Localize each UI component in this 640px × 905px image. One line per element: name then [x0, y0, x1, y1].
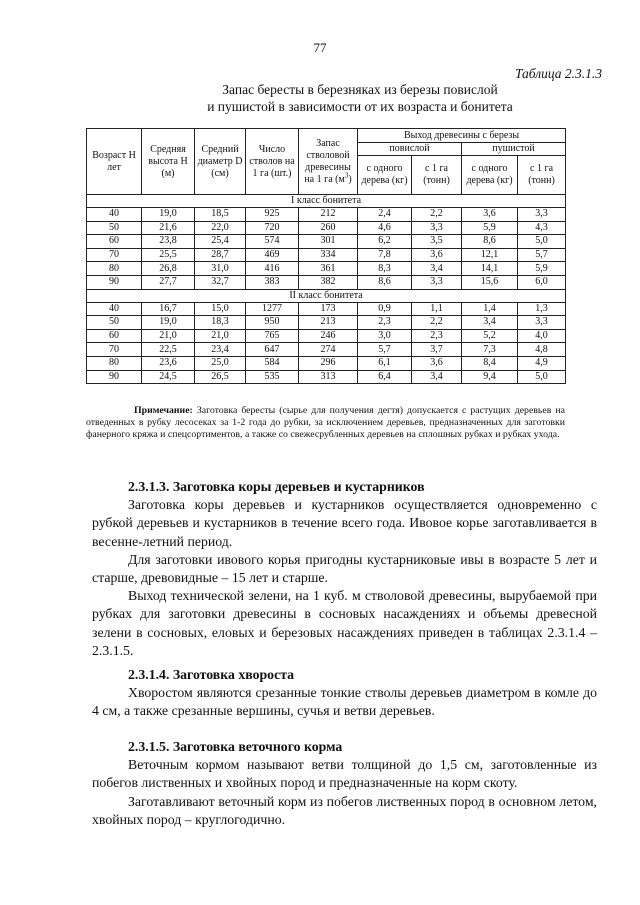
table-cell: 313	[299, 370, 358, 384]
table-cell: 950	[246, 316, 299, 330]
table-cell: 5,9	[462, 221, 518, 235]
table-cell: 18,3	[195, 316, 246, 330]
table-cell: 6,1	[358, 356, 412, 370]
table-cell: 90	[87, 275, 142, 289]
table-row	[87, 208, 566, 222]
section-brushwood	[92, 666, 597, 721]
table-cell: 80	[87, 262, 142, 276]
header-pubescens: пушистой	[462, 143, 566, 156]
table-body	[87, 195, 566, 208]
table-cell: 1,3	[518, 302, 566, 316]
table-cell: 296	[299, 356, 358, 370]
table-cell: 574	[246, 235, 299, 249]
section-bark-paragraph-1: Заготовка коры деревьев и кустарников осуществляется одновременно с рубкой деревьев и кустарников в течение всего года. Ивовое корье заготавливается в весенне-летний период.	[92, 497, 597, 549]
table-cell: 3,6	[462, 208, 518, 222]
table-note	[86, 405, 565, 442]
table-cell: 3,3	[518, 316, 566, 330]
table-cell: 21,0	[142, 329, 195, 343]
header-pendula: повислой	[358, 143, 462, 156]
note-text: Заготовка бересты (сырье для получения дегтя) допускается с растущих деревьев на отведенных в рубку лесосеках за 1-2 года до рубки, за исключением деревьев, предназначенных для заготовки фанерного кряжа и спецсортиментов, а также со свежесрубленных деревьев на сплошных рубках и рубках ухода.	[86, 405, 565, 441]
table-cell: 6,4	[358, 370, 412, 384]
header-stem-stock-text: Запас стволовой древесины на 1 га (м	[304, 137, 351, 185]
table-cell: 5,9	[518, 262, 566, 276]
table-row	[87, 221, 566, 235]
table-cell: 80	[87, 356, 142, 370]
table-cell: 25,0	[195, 356, 246, 370]
table-cell: 1,4	[462, 302, 518, 316]
header-birch-yield: Выход древесины с березы	[358, 129, 566, 143]
table-cell: 469	[246, 248, 299, 262]
table-cell: 1,1	[412, 302, 462, 316]
table-cell: 213	[299, 316, 358, 330]
table-title	[80, 82, 640, 115]
table-cell: 535	[246, 370, 299, 384]
section-bark	[92, 478, 597, 660]
table-cell: 382	[299, 275, 358, 289]
table-row	[87, 370, 566, 384]
table-cell: 50	[87, 221, 142, 235]
header-pendula-per-tree: с одного дерева (кг)	[358, 156, 412, 195]
table-cell: 274	[299, 343, 358, 357]
header-trunk-count: Число стволов на 1 га (шт.)	[246, 129, 299, 195]
table-cell: 3,3	[412, 221, 462, 235]
table-cell: 50	[87, 316, 142, 330]
table-cell: 60	[87, 329, 142, 343]
table-cell: 5,0	[518, 235, 566, 249]
table-cell: 7,3	[462, 343, 518, 357]
table-cell: 3,0	[358, 329, 412, 343]
table-cell: 9,4	[462, 370, 518, 384]
table-cell: 647	[246, 343, 299, 357]
table-cell: 27,7	[142, 275, 195, 289]
table-cell: 765	[246, 329, 299, 343]
table-cell: 32,7	[195, 275, 246, 289]
table-cell: 15,0	[195, 302, 246, 316]
table-title-line-1: Запас бересты в березняках из березы повислой	[222, 82, 498, 97]
class-2-label: II класс бонитета	[87, 289, 566, 302]
table-cell: 3,4	[412, 262, 462, 276]
table-cell: 23,6	[142, 356, 195, 370]
table-cell: 70	[87, 343, 142, 357]
birch-bark-table	[86, 128, 566, 384]
table-cell: 40	[87, 302, 142, 316]
table-cell: 12,1	[462, 248, 518, 262]
table-cell: 584	[246, 356, 299, 370]
table-row	[87, 302, 566, 316]
header-stem-stock-close: )	[348, 173, 352, 185]
section-bark-paragraph-3: Выход технической зелени, на 1 куб. м стволовой древесины, вырубаемой при рубках для заготовки древесины в сосновых насаждениях и объемы древесной зелени в сосновых, еловых и березовых насаждениях приведен в таблицах 2.3.1.4 – 2.3.1.5.	[92, 588, 597, 658]
section-brushwood-heading: 2.3.1.4. Заготовка хвороста	[128, 667, 295, 682]
table-row	[87, 329, 566, 343]
table-row	[87, 356, 566, 370]
table-cell: 0,9	[358, 302, 412, 316]
table-cell: 25,5	[142, 248, 195, 262]
table-cell: 19,0	[142, 208, 195, 222]
table-cell: 383	[246, 275, 299, 289]
table-cell: 23,8	[142, 235, 195, 249]
table-row	[87, 262, 566, 276]
table-cell: 2,4	[358, 208, 412, 222]
table-cell: 1277	[246, 302, 299, 316]
table-cell: 21,0	[195, 329, 246, 343]
table-cell: 7,8	[358, 248, 412, 262]
table-cell: 5,0	[518, 370, 566, 384]
table-cell: 260	[299, 221, 358, 235]
header-avg-height: Средняя высота Н (м)	[142, 129, 195, 195]
table-cell: 26,8	[142, 262, 195, 276]
table-row	[87, 235, 566, 249]
note-label: Примечание:	[134, 405, 193, 416]
table-cell: 26,5	[195, 370, 246, 384]
table-cell: 4,0	[518, 329, 566, 343]
page-number: 77	[313, 40, 327, 55]
table-cell: 5,7	[358, 343, 412, 357]
table-cell: 60	[87, 235, 142, 249]
table-title-line-2: и пушистой в зависимости от их возраста и бонитета	[207, 98, 513, 114]
header-age: Возраст Н лет	[87, 129, 142, 195]
table-cell: 4,3	[518, 221, 566, 235]
table-cell: 8,6	[462, 235, 518, 249]
table-cell: 2,2	[412, 316, 462, 330]
header-pubescens-per-ha: с 1 га (тонн)	[518, 156, 566, 195]
table-row	[87, 316, 566, 330]
table-cell: 212	[299, 208, 358, 222]
table-cell: 5,7	[518, 248, 566, 262]
table-cell: 4,8	[518, 343, 566, 357]
table-cell: 2,3	[358, 316, 412, 330]
table-cell: 720	[246, 221, 299, 235]
table-row	[87, 343, 566, 357]
table-cell: 21,6	[142, 221, 195, 235]
table-cell: 301	[299, 235, 358, 249]
table-cell: 70	[87, 248, 142, 262]
table-cell: 246	[299, 329, 358, 343]
table-cell: 28,7	[195, 248, 246, 262]
section-branch-feed-heading: 2.3.1.5. Заготовка веточного корма	[128, 739, 343, 754]
table-cell: 24,5	[142, 370, 195, 384]
class-1-rows	[87, 208, 566, 290]
table-cell: 3,7	[412, 343, 462, 357]
header-pubescens-per-tree: с одного дерева (кг)	[462, 156, 518, 195]
header-stem-stock-superscript: 3	[344, 171, 349, 180]
section-bark-paragraph-2: Для заготовки ивового корья пригодны кустарниковые ивы в возрасте 5 лет и старше, древовидные – 15 лет и старше.	[92, 551, 597, 586]
table-label: Таблица 2.3.1.3	[514, 66, 602, 81]
section-branch-feed	[92, 738, 597, 829]
table-cell: 4,6	[358, 221, 412, 235]
table-cell: 8,6	[358, 275, 412, 289]
table-cell: 5,2	[462, 329, 518, 343]
table-cell: 18,5	[195, 208, 246, 222]
class-2-rows	[87, 302, 566, 384]
table-cell: 31,0	[195, 262, 246, 276]
table-row	[87, 275, 566, 289]
table-cell: 3,3	[412, 275, 462, 289]
table-cell: 3,6	[412, 248, 462, 262]
table-cell: 3,3	[518, 208, 566, 222]
table-cell: 16,7	[142, 302, 195, 316]
table-row	[87, 248, 566, 262]
table-cell: 2,3	[412, 329, 462, 343]
table-cell: 3,5	[412, 235, 462, 249]
header-stem-stock	[299, 129, 358, 195]
table-cell: 15,6	[462, 275, 518, 289]
table-cell: 22,5	[142, 343, 195, 357]
class-1-label: I класс бонитета	[87, 195, 566, 208]
table-cell: 334	[299, 248, 358, 262]
header-avg-diameter: Средний диаметр D (см)	[195, 129, 246, 195]
table-cell: 3,6	[412, 356, 462, 370]
section-bark-heading: 2.3.1.3. Заготовка коры деревьев и кустарников	[128, 479, 425, 494]
table-cell: 925	[246, 208, 299, 222]
table-cell: 173	[299, 302, 358, 316]
table-cell: 416	[246, 262, 299, 276]
table-cell: 8,3	[358, 262, 412, 276]
section-brushwood-paragraph-1: Хворостом являются срезанные тонкие стволы деревьев диаметром в комле до 4 см, а также срезанные вершины, сучья и ветви деревьев.	[92, 685, 597, 719]
table-cell: 6,0	[518, 275, 566, 289]
table-cell: 90	[87, 370, 142, 384]
table-cell: 25,4	[195, 235, 246, 249]
table-cell: 40	[87, 208, 142, 222]
table-cell: 2,2	[412, 208, 462, 222]
table-cell: 8,4	[462, 356, 518, 370]
table-cell: 361	[299, 262, 358, 276]
table-cell: 6,2	[358, 235, 412, 249]
table-cell: 19,0	[142, 316, 195, 330]
table-cell: 14,1	[462, 262, 518, 276]
section-branch-feed-paragraph-1: Веточным кормом называют ветви толщиной до 1,5 см, заготовленные из побегов лиственных и хвойных пород и предназначенные на корм скоту.	[92, 757, 597, 791]
header-pendula-per-ha: с 1 га (тонн)	[412, 156, 462, 195]
table-cell: 3,4	[462, 316, 518, 330]
table-cell: 22,0	[195, 221, 246, 235]
table-cell: 4,9	[518, 356, 566, 370]
section-branch-feed-paragraph-2: Заготавливают веточный корм из побегов лиственных пород в основном летом, хвойных пород – круглогодично.	[92, 793, 597, 827]
table-cell: 3,4	[412, 370, 462, 384]
table-cell: 23,4	[195, 343, 246, 357]
